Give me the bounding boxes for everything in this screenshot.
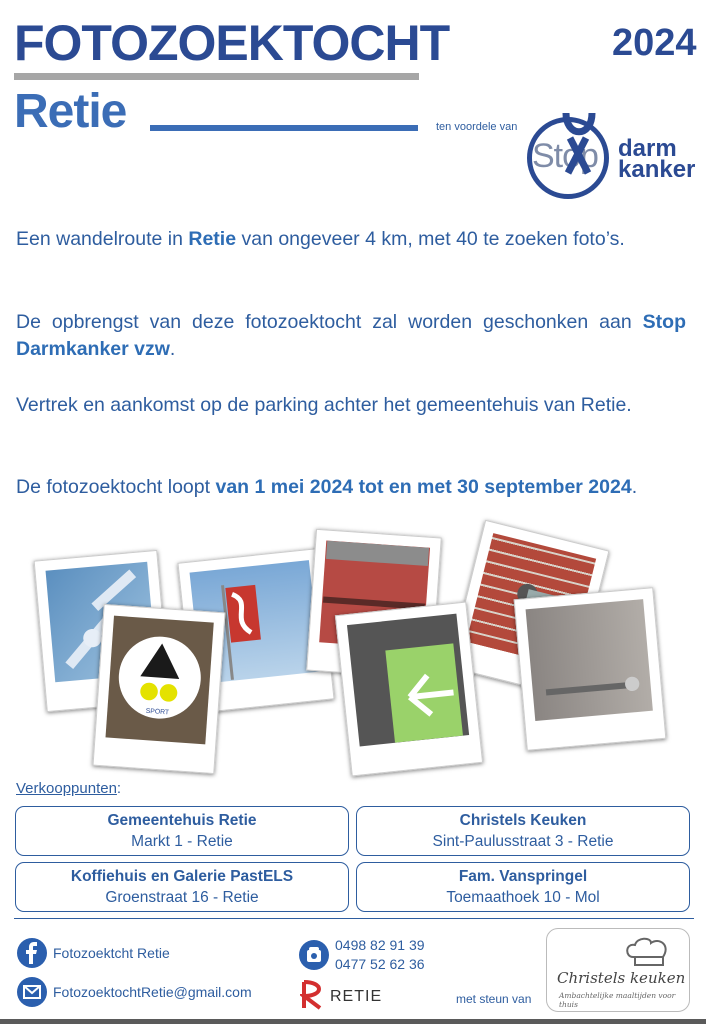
sales-point-card (15, 806, 349, 856)
photo-green-arrow-sign (335, 602, 483, 777)
support-label: met steun van (456, 992, 532, 1006)
email-icon[interactable] (17, 977, 47, 1007)
footer-divider (14, 918, 694, 919)
sales-point-address: Groenstraat 16 - Retie (105, 889, 259, 906)
facebook-icon[interactable] (17, 938, 47, 968)
sales-point-name: Koffiehuis en Galerie PastELS (70, 868, 294, 885)
year-label: 2024 (612, 22, 697, 64)
chef-hat-icon (623, 935, 673, 969)
photo-gray-sign (514, 587, 667, 751)
sales-point-card (356, 862, 690, 912)
page-title: FOTOZOEKTOCHT (14, 15, 450, 71)
ribbon-icon (558, 108, 598, 178)
sales-point-name: Gemeentehuis Retie (107, 812, 257, 829)
photo-round-route-sign (92, 604, 225, 774)
sales-point-name: Fam. Vanspringel (458, 868, 588, 885)
bottom-border (0, 1019, 706, 1024)
sales-points-title: Verkooppunten: (16, 780, 122, 797)
logo-kanker-text: kanker (618, 156, 696, 183)
start-paragraph: Vertrek en aankomst op de parking achter het gemeentehuis van Retie. (16, 394, 632, 416)
sales-point-name: Christels Keuken (459, 812, 587, 829)
beneficiary-label: ten voordele van (436, 121, 518, 133)
sport-label: SPORT (145, 707, 170, 717)
ck-logo-subtitle: Ambachtelijke maaltijden voor thuis (559, 991, 676, 1009)
sales-point-card (356, 806, 690, 856)
phone-icon (299, 940, 329, 970)
email-link[interactable]: FotozoektochtRetie@gmail.com (53, 984, 252, 1000)
intro-paragraph: Een wandelroute in Retie van ongeveer 4 km, met 40 te zoeken foto’s. (16, 228, 625, 250)
sales-point-address: Markt 1 - Retie (131, 833, 233, 850)
ck-logo-name: Christels keuken (557, 969, 686, 987)
logo-stop-text: Stop (532, 137, 598, 175)
sales-point-address: Toemaathoek 10 - Mol (446, 889, 600, 906)
phone-number-2[interactable]: 0477 52 62 36 (335, 956, 425, 972)
christels-keuken-logo (546, 928, 690, 1012)
title-underline-gray (14, 73, 419, 80)
facebook-link[interactable]: Fotozoektcht Retie (53, 945, 170, 961)
subtitle-underline-blue (150, 125, 418, 131)
page-subtitle: Retie (14, 85, 127, 138)
retie-logo-icon (300, 980, 324, 1010)
logo-darm-text: darm (618, 135, 677, 162)
retie-logo-text: RETIE (330, 988, 383, 1005)
phone-number-1[interactable]: 0498 82 91 39 (335, 937, 425, 953)
proceeds-paragraph: De opbrengst van deze fotozoektocht zal worden geschonken aan Stop Darmkanker vzw. (16, 311, 686, 360)
sales-point-card (15, 862, 349, 912)
period-paragraph: De fotozoektocht loopt van 1 mei 2024 tot en met 30 september 2024. (16, 476, 638, 498)
sales-point-address: Sint-Paulusstraat 3 - Retie (432, 833, 614, 850)
